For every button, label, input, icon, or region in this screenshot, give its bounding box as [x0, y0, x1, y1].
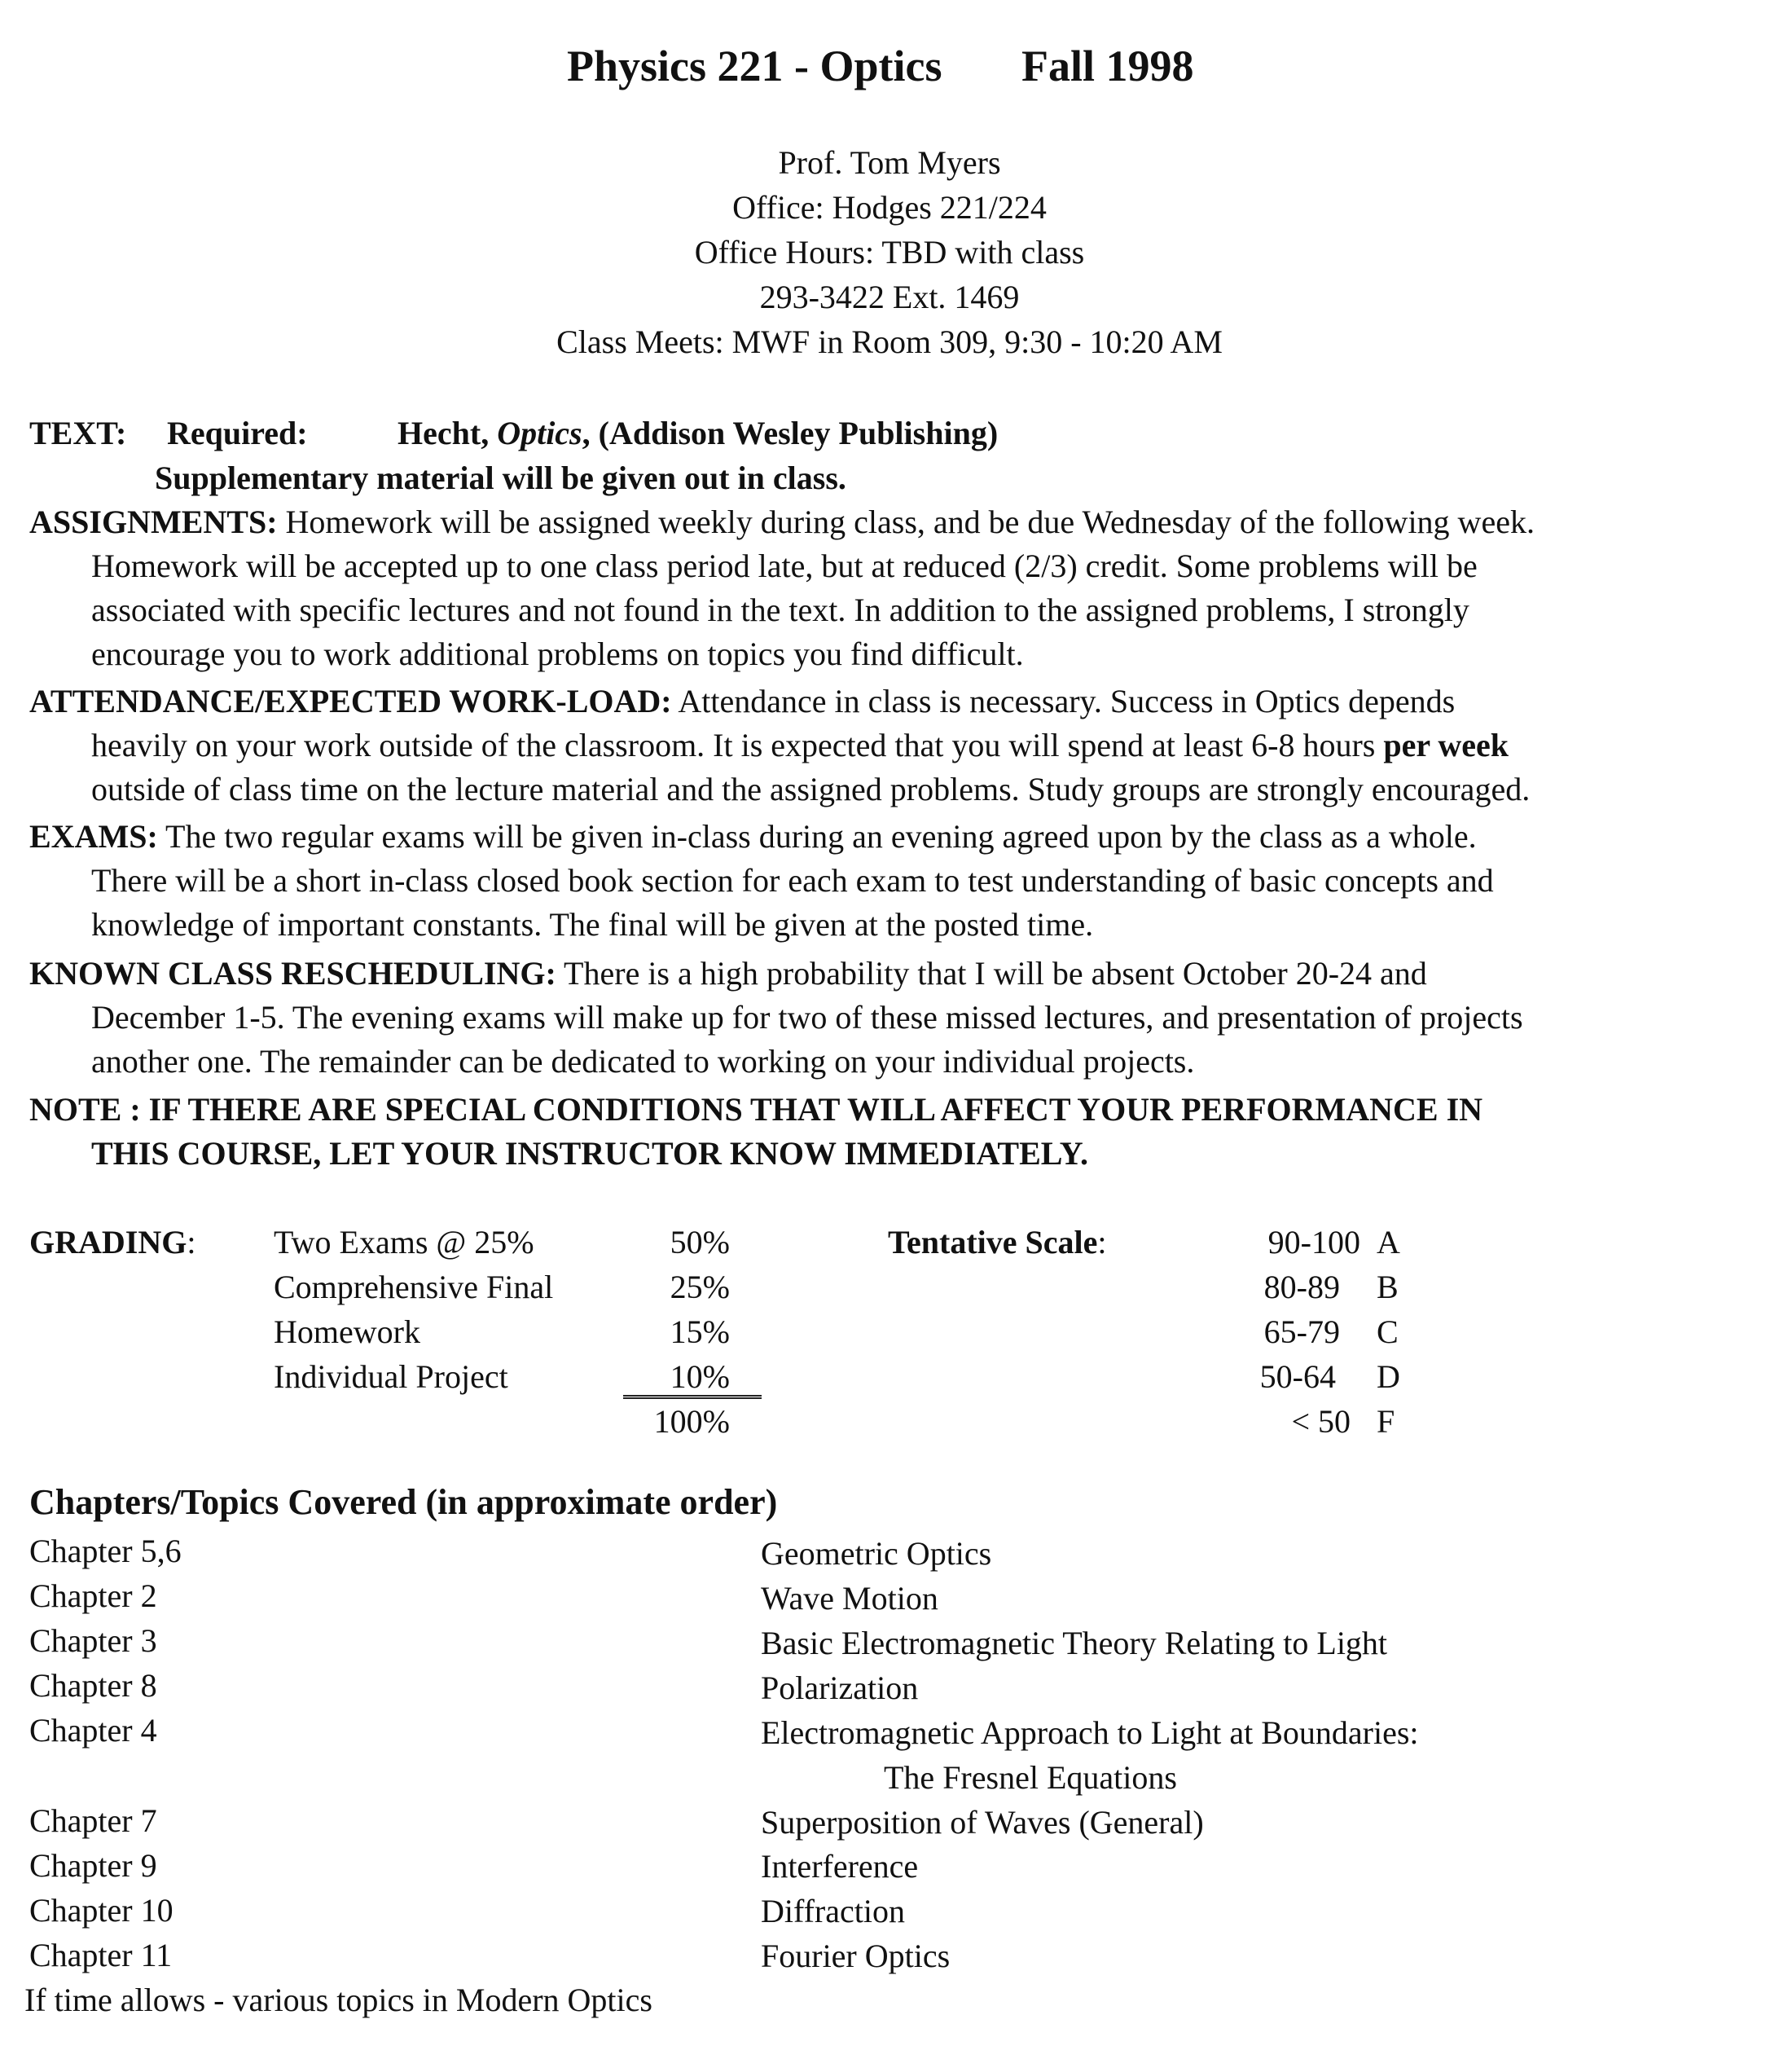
textbook — [398, 411, 998, 455]
supplementary-note: Supplementary material will be given out in class. — [155, 460, 846, 496]
topic-name: Geometric Optics — [761, 1535, 992, 1572]
textbook-title: Optics — [497, 415, 582, 451]
rescheduling-line-3: another one. The remainder can be dedicated to working on your individual projects. — [91, 1043, 1195, 1080]
topic-chapter: Chapter 4 — [29, 1712, 157, 1749]
topic-name: Basic Electromagnetic Theory Relating to Light — [761, 1625, 1388, 1661]
topics-heading: Chapters/Topics Covered (in approximate order) — [29, 1482, 778, 1522]
assignments-line-2: Homework will be accepted up to one class period late, but at reduced (2/3) credit. Some problems will be — [91, 548, 1478, 584]
topic-name: Superposition of Waves (General) — [761, 1804, 1204, 1841]
grading-item-name: Comprehensive Final — [274, 1269, 554, 1305]
topic-chapter: Chapter 3 — [29, 1622, 157, 1659]
topic-name: Diffraction — [761, 1893, 905, 1929]
exams-line-2: There will be a short in-class closed book section for each exam to test understanding of basic concepts and — [91, 862, 1494, 899]
grading-item-name: Two Exams @ 25% — [274, 1224, 534, 1260]
office-location: Office: Hodges 221/224 — [732, 189, 1047, 226]
grading-item-pct: 25% — [670, 1269, 730, 1305]
topic-name: Interference — [761, 1848, 919, 1885]
topic-name: Polarization — [761, 1669, 919, 1706]
note-line-1: NOTE : IF THERE ARE SPECIAL CONDITIONS THAT WILL AFFECT YOUR PERFORMANCE IN — [29, 1091, 1483, 1128]
topics-footer: If time allows - various topics in Modern Optics — [24, 1982, 652, 2018]
grading-total: 100% — [653, 1403, 730, 1440]
attendance-line-2: heavily on your work outside of the classroom. It is expected that you will spend at least 6-8 hours per week — [91, 727, 1509, 763]
course-title: Physics 221 - Optics — [567, 42, 942, 90]
assignments-section — [29, 500, 1756, 676]
assignments-label: ASSIGNMENTS: — [29, 504, 278, 540]
grading-item-name: Homework — [274, 1313, 420, 1350]
topic-chapter: Chapter 10 — [29, 1892, 174, 1929]
total-rule — [623, 1395, 762, 1399]
scale-range: < 50 — [1291, 1403, 1351, 1440]
attendance-section — [29, 680, 1756, 812]
attendance-line-1: Attendance in class is necessary. Success in Optics depends — [671, 683, 1456, 719]
office-hours: Office Hours: TBD with class — [694, 234, 1085, 271]
rescheduling-line-1: There is a high probability that I will be absent October 20-24 and — [556, 955, 1427, 992]
grading-item-pct: 15% — [670, 1313, 730, 1350]
scale-range: 90-100 — [1267, 1224, 1360, 1260]
rescheduling-label: KNOWN CLASS RESCHEDULING: — [29, 955, 556, 992]
exams-label: EXAMS: — [29, 818, 158, 855]
topic-chapter: Chapter 8 — [29, 1667, 157, 1704]
topic-chapter: Chapter 5,6 — [29, 1533, 182, 1569]
class-meeting: Class Meets: MWF in Room 309, 9:30 - 10:20 AM — [556, 323, 1223, 360]
topic-chapter: Chapter 11 — [29, 1937, 173, 1973]
attendance-label: ATTENDANCE/EXPECTED WORK-LOAD: — [29, 683, 672, 719]
topic-chapter: Chapter 9 — [29, 1847, 157, 1884]
per-week-emphasis: per week — [1383, 727, 1509, 763]
phone-number: 293-3422 Ext. 1469 — [759, 279, 1020, 315]
text-required-label: Required: — [167, 415, 308, 451]
exams-line-3: knowledge of important constants. The final will be given at the posted time. — [91, 906, 1094, 943]
tentative-scale-label: Tentative Scale: — [888, 1224, 1107, 1260]
attendance-line-3: outside of class time on the lecture material and the assigned problems. Study groups are strongly encouraged. — [91, 771, 1531, 807]
note-line-2: THIS COURSE, LET YOUR INSTRUCTOR KNOW IMMEDIATELY. — [91, 1135, 1089, 1172]
professor-name: Prof. Tom Myers — [778, 144, 1001, 181]
scale-grade: A — [1377, 1224, 1400, 1260]
assignments-line-3: associated with specific lectures and not found in the text. In addition to the assigned problems, I strongly — [91, 592, 1469, 628]
assignments-line-1: Homework will be assigned weekly during class, and be due Wednesday of the following week. — [277, 504, 1535, 540]
scale-grade: B — [1377, 1269, 1399, 1305]
topic-chapter: Chapter 7 — [29, 1802, 157, 1839]
textbook-publisher: , (Addison Wesley Publishing) — [582, 415, 999, 451]
grading-item-pct: 10% — [670, 1358, 730, 1395]
grading-item-name: Individual Project — [274, 1358, 508, 1395]
scale-grade: C — [1377, 1313, 1399, 1350]
topic-chapter: Chapter 2 — [29, 1577, 157, 1614]
assignments-line-4: encourage you to work additional problems on topics you find difficult. — [91, 636, 1024, 672]
textbook-author: Hecht, — [398, 415, 498, 451]
topic-name: Wave Motion — [761, 1580, 938, 1617]
scale-grade: D — [1377, 1358, 1400, 1395]
topic-name-continued: The Fresnel Equations — [884, 1759, 1177, 1796]
exams-line-1: The two regular exams will be given in-class during an evening agreed upon by the class as a whole. — [157, 818, 1477, 855]
topic-name: Fourier Optics — [761, 1938, 951, 1974]
scale-range: 80-89 — [1263, 1269, 1340, 1305]
scale-grade: F — [1377, 1403, 1395, 1440]
exams-section — [29, 815, 1756, 947]
text-label: TEXT: — [29, 415, 127, 451]
topic-name: Electromagnetic Approach to Light at Boundaries: — [761, 1714, 1419, 1751]
course-term: Fall 1998 — [1021, 42, 1194, 90]
note-section — [29, 1088, 1756, 1176]
scale-range: 65-79 — [1263, 1313, 1340, 1350]
scale-range: 50-64 — [1259, 1358, 1336, 1395]
grading-label: GRADING: — [29, 1224, 196, 1260]
rescheduling-line-2: December 1-5. The evening exams will make up for two of these missed lectures, and presentation of projects — [91, 999, 1523, 1036]
grading-item-pct: 50% — [670, 1224, 730, 1260]
rescheduling-section — [29, 952, 1756, 1084]
